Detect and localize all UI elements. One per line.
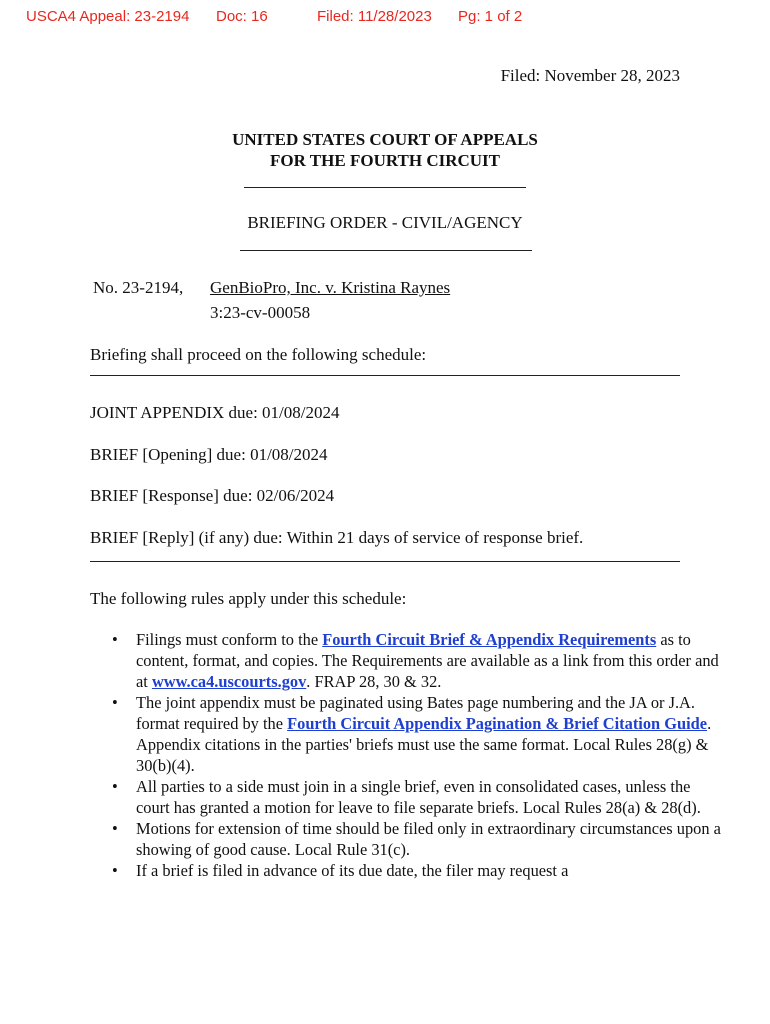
list-item: • If a brief is filed in advance of its due date, the filer may request a <box>112 861 569 880</box>
heading-divider <box>244 187 526 188</box>
title-divider <box>240 250 532 251</box>
court-heading <box>0 129 770 171</box>
court-name-line1: UNITED STATES COURT OF APPEALS <box>232 130 538 149</box>
case-number: No. 23-2194, <box>93 278 184 297</box>
list-item: • Filings must conform to the Fourth Circuit Brief & Appendix Requirements as to content, format, and copies. The Requirements are available as a link from this order and at www.ca4.uscourts.gov. FRAP 28, 30 & 32. <box>112 630 719 691</box>
list-item: • Motions for extension of time should be filed only in extraordinary circumstances upon a showing of good cause. Local Rule 31(c). <box>112 819 721 859</box>
schedule-joint-appendix: JOINT APPENDIX due: 01/08/2024 <box>90 403 340 422</box>
bullet: • <box>112 819 118 838</box>
rules-list <box>90 629 726 881</box>
bullet: • <box>112 861 118 880</box>
bullet: • <box>112 693 118 712</box>
order-title: BRIEFING ORDER - CIVIL/AGENCY <box>247 213 523 232</box>
brief-appendix-requirements-link[interactable]: Fourth Circuit Brief & Appendix Requirements <box>322 630 657 649</box>
schedule-intro: Briefing shall proceed on the following schedule: <box>90 345 427 364</box>
stamp-filed-date: Filed: 11/28/2023 <box>317 8 432 25</box>
stamp-page-count: Pg: 1 of 2 <box>458 8 523 25</box>
stamp-appeal-number: USCA4 Appeal: 23-2194 <box>26 8 190 25</box>
ca4-website-link[interactable]: www.ca4.uscourts.gov <box>151 672 307 691</box>
filed-date-line: Filed: November 28, 2023 <box>500 66 680 85</box>
appendix-pagination-guide-link[interactable]: Fourth Circuit Appendix Pagination & Brief Citation Guide <box>287 714 708 733</box>
bullet: • <box>112 630 118 649</box>
stamp-doc-number: Doc: 16 <box>216 8 268 25</box>
schedule-opening-brief: BRIEF [Opening] due: 01/08/2024 <box>90 445 328 464</box>
schedule-response-brief: BRIEF [Response] due: 02/06/2024 <box>90 486 335 505</box>
schedule-top-rule <box>90 375 680 376</box>
schedule-reply-brief: BRIEF [Reply] (if any) due: Within 21 days of service of response brief. <box>90 528 584 547</box>
court-name-line2: FOR THE FOURTH CIRCUIT <box>269 151 501 170</box>
list-item: • The joint appendix must be paginated using Bates page numbering and the JA or J.A. format required by the Fourth Circuit Appendix Pagination & Brief Citation Guide. Appendix citations in the parties' briefs must use the same format. Local Rules 28(g) & 30(b)(4). <box>112 693 712 775</box>
bullet: • <box>112 777 118 796</box>
district-docket-number: 3:23-cv-00058 <box>210 303 311 322</box>
rules-intro: The following rules apply under this schedule: <box>90 589 407 608</box>
schedule-bottom-rule <box>90 561 680 562</box>
list-item: • All parties to a side must join in a single brief, even in consolidated cases, unless the court has granted a motion for leave to file separate briefs. Local Rules 28(a) & 28(d). <box>112 777 701 817</box>
case-caption: GenBioPro, Inc. v. Kristina Raynes <box>210 278 451 297</box>
